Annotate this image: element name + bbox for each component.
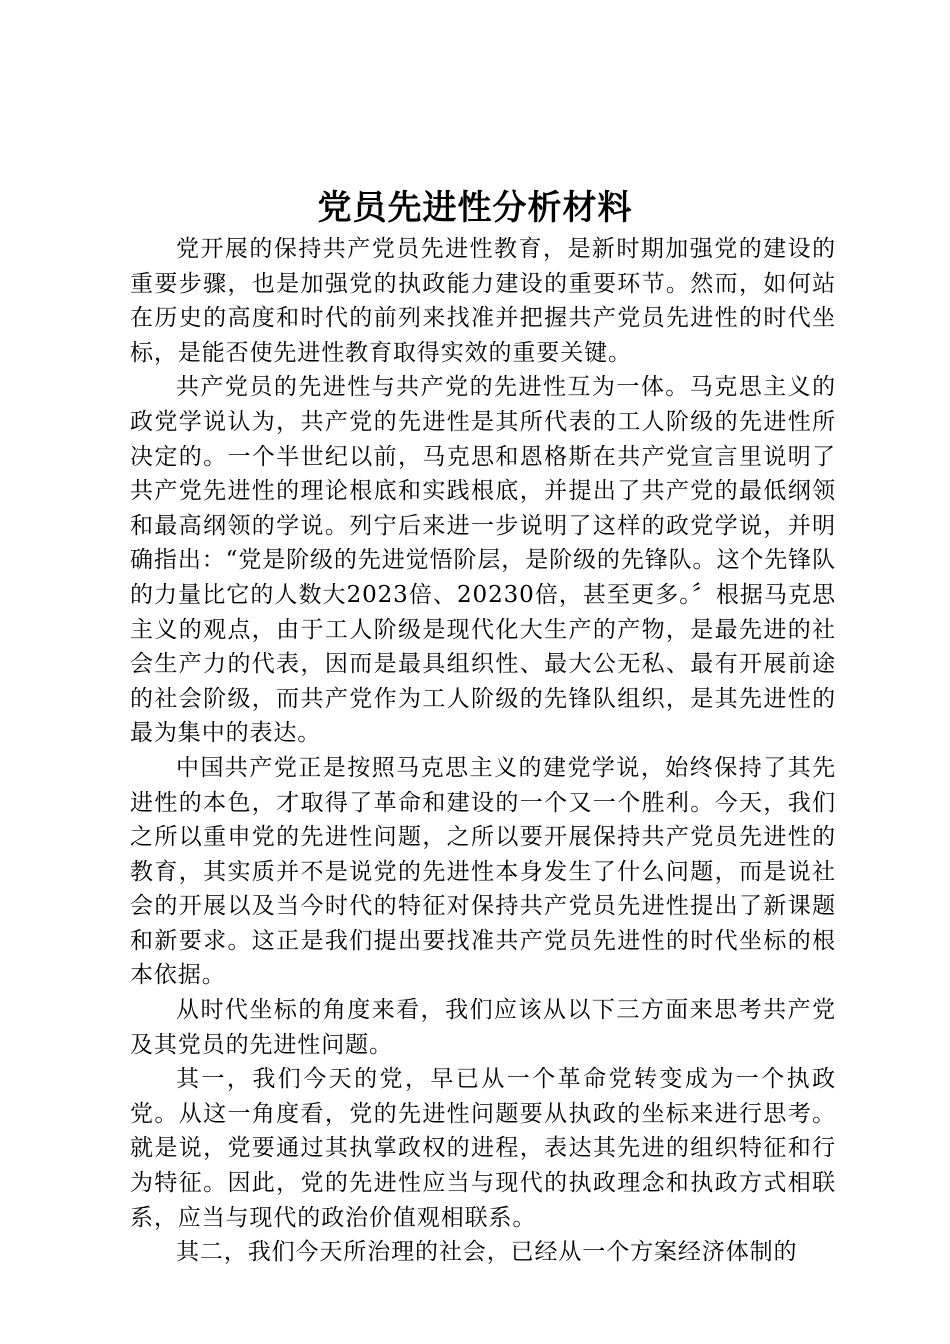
paragraph-1: 党开展的保持共产党员先进性教育，是新时期加强党的建设的重要步骤，也是加强党的执政能力建设的重要环节。然而，如何站在历史的高度和时代的前列来找准并把握共产党员先进性的时代坐标，是能否使先进性教育取得实效的重要关键。	[130, 236, 836, 366]
paragraph-2: 共产党员的先进性与共产党的先进性互为一体。马克思主义的政党学说认为，共产党的先进性是其所代表的工人阶级的先进性所决定的。一个半世纪以前，马克思和恩格斯在共产党宣言里说明了共产党先进性的理论根底和实践根底，并提出了共产党的最低纲领和最高纲领的学说。列宁后来进一步说明了这样的政党学说，并明确指出：“党是阶级的先进觉悟阶层，是阶级的先锋队。这个先锋队的力量比它的人数大2023倍、20230倍，甚至更多。〞根据马克思主义的观点，由于工人阶级是现代化大生产的产物，是最先进的社会生产力的代表，因而是最具组织性、最大公无私、最有开展前途的社会阶级，而共产党作为工人阶级的先锋队组织，是其先进性的最为集中的表达。	[130, 374, 836, 747]
paragraph-5: 其一，我们今天的党，早已从一个革命党转变成为一个执政党。从这一角度看，党的先进性问题要从执政的坐标来进行思考。就是说，党要通过其执掌政权的进程，表达其先进的组织特征和行为特征。因此，党的先进性应当与现代的执政理念和执政方式相联系，应当与现代的政治价值观相联系。	[130, 1066, 836, 1231]
paragraph-4: 从时代坐标的角度来看，我们应该从以下三方面来思考共产党及其党员的先进性问题。	[130, 997, 836, 1058]
paragraph-3: 中国共产党正是按照马克思主义的建党学说，始终保持了其先进性的本色，才取得了革命和建设的一个又一个胜利。今天，我们之所以重申党的先进性问题，之所以要开展保持共产党员先进性的教育，其实质并不是说党的先进性本身发生了什么问题，而是说社会的开展以及当今时代的特征对保持共产党员先进性提出了新课题和新要求。这正是我们提出要找准共产党员先进性的时代坐标的根本依据。	[130, 754, 836, 989]
paragraph-6: 其二，我们今天所治理的社会，已经从一个方案经济体制的	[176, 1239, 798, 1266]
document-title: 党员先进性分析材料	[317, 188, 633, 228]
document-body	[130, 232, 836, 1270]
